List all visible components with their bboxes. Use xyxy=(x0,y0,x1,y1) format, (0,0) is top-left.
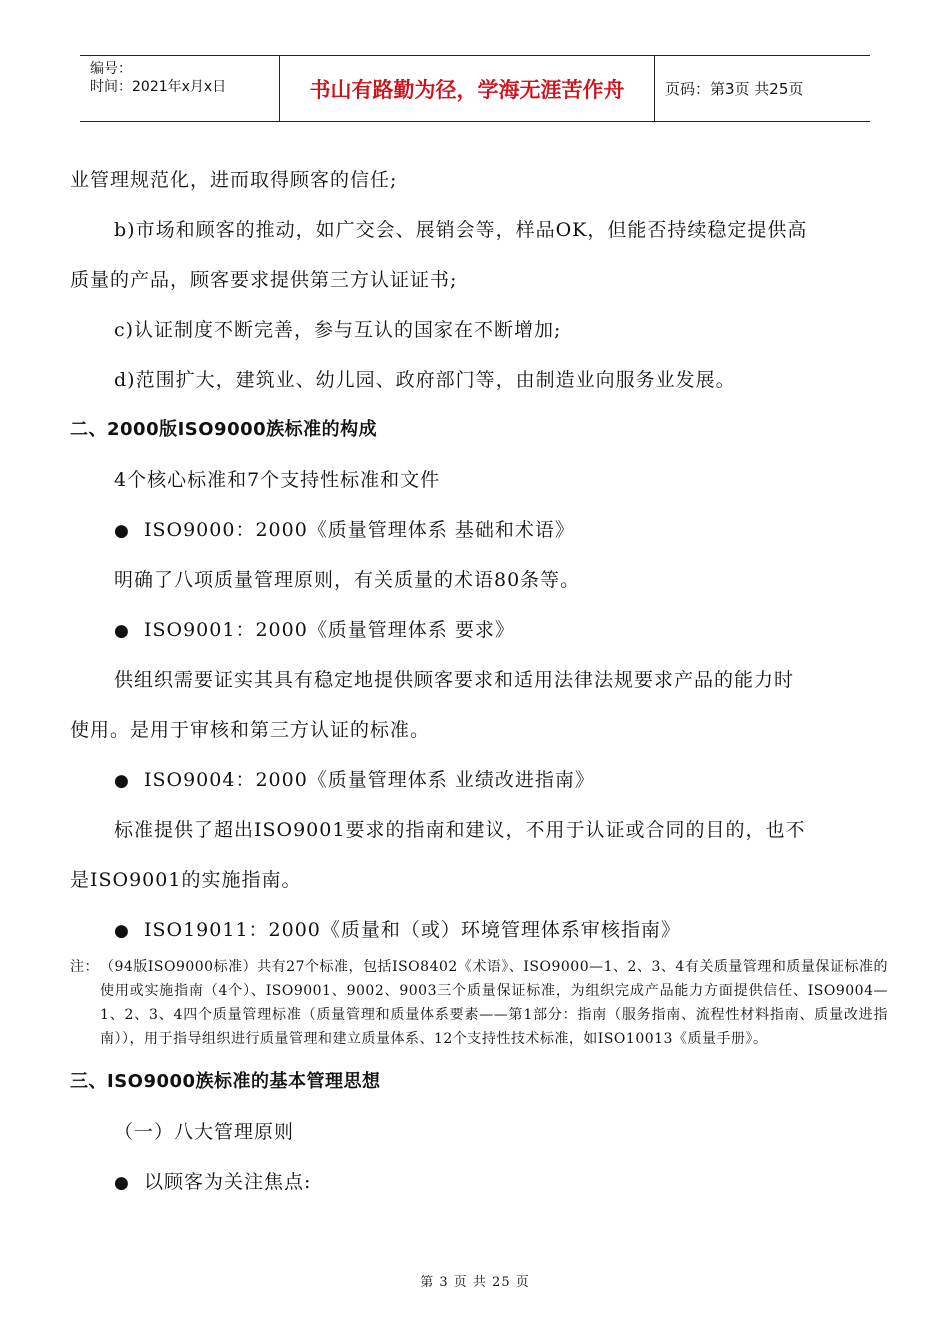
document-body xyxy=(70,155,888,1207)
note-block xyxy=(70,955,888,1051)
header-page-info: 页码：第3页 共25页 xyxy=(665,80,804,98)
page-footer: 第 3 页 共 25 页 xyxy=(420,1275,530,1290)
number-label: 编号： xyxy=(90,61,132,77)
bullet-icon: ● xyxy=(114,521,130,541)
paragraph: 是ISO9001的实施指南。 xyxy=(70,869,302,891)
bullet-item xyxy=(70,755,888,805)
bullet-item xyxy=(70,905,888,955)
paragraph: 供组织需要证实其具有稳定地提供顾客要求和适用法律法规要求产品的能力时 xyxy=(114,669,795,691)
page-header xyxy=(80,55,870,122)
date-line: 时间：2021年x月x日 xyxy=(90,79,227,95)
bullet-icon: ● xyxy=(114,771,130,791)
section-heading: 二、2000版ISO9000族标准的构成 xyxy=(70,419,378,440)
paragraph: 质量的产品，顾客要求提供第三方认证证书; xyxy=(70,269,458,291)
note-label: 注： xyxy=(70,959,99,975)
paragraph: 4个核心标准和7个支持性标准和文件 xyxy=(114,469,441,491)
bullet-icon: ● xyxy=(114,1173,130,1193)
bullet-text: ISO9004：2000《质量管理体系 业绩改进指南》 xyxy=(144,769,595,791)
paragraph: 业管理规范化，进而取得顾客的信任; xyxy=(70,169,398,191)
bullet-icon: ● xyxy=(114,621,130,641)
section-heading: 三、ISO9000族标准的基本管理思想 xyxy=(70,1071,381,1092)
note-text: （94版ISO9000标准）共有27个标准，包括ISO8402《术语》、ISO9000—1、2、3、4有关质量管理和质量保证标准的使用或实施指南（4个）、ISO9001、9002、9003三个质量保证标准，为组织完成产品能力方面提供信任、ISO9004—1、2、3、4四个质量管理标准（质量管理和质量体系要素——第1部分：指南（服务指南、流程性材料指南、质量改进指南）），用于指导组织进行质量管理和建立质量体系、12个支持性技术标准，如ISO10013《质量手册》。 xyxy=(100,959,888,1047)
bullet-item xyxy=(70,505,888,555)
paragraph: d)范围扩大，建筑业、幼儿园、政府部门等，由制造业向服务业发展。 xyxy=(114,369,736,391)
bullet-text: ISO19011：2000《质量和（或）环境管理体系审核指南》 xyxy=(144,919,681,941)
header-meta xyxy=(80,56,280,121)
paragraph: 使用。是用于审核和第三方认证的标准。 xyxy=(70,719,431,741)
bullet-text: 以顾客为关注焦点: xyxy=(144,1171,312,1193)
paragraph: b)市场和顾客的推动，如广交会、展销会等，样品OK，但能否持续稳定提供高 xyxy=(114,219,808,241)
paragraph: （一）八大管理原则 xyxy=(114,1121,295,1143)
bullet-item xyxy=(70,1157,888,1207)
header-motto: 书山有路勤为径，学海无涯苦作舟 xyxy=(280,56,655,121)
bullet-icon: ● xyxy=(114,921,130,941)
paragraph: 标准提供了超出ISO9001要求的指南和建议，不用于认证或合同的目的，也不 xyxy=(114,819,806,841)
paragraph: c)认证制度不断完善，参与互认的国家在不断增加; xyxy=(114,319,562,341)
bullet-text: ISO9001：2000《质量管理体系 要求》 xyxy=(144,619,515,641)
bullet-text: ISO9000：2000《质量管理体系 基础和术语》 xyxy=(144,519,575,541)
bullet-item xyxy=(70,605,888,655)
paragraph: 明确了八项质量管理原则，有关质量的术语80条等。 xyxy=(114,569,581,591)
